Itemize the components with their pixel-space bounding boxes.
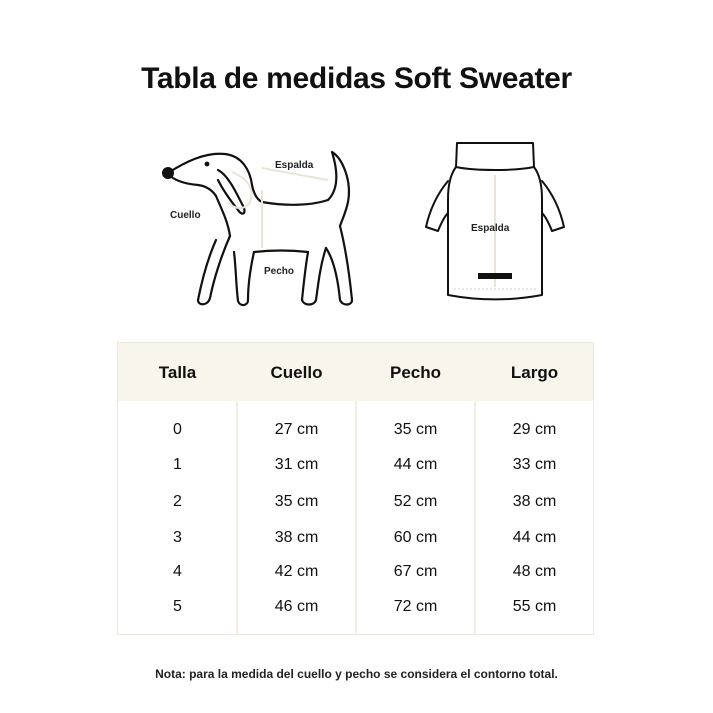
- cell-talla: 5: [173, 598, 182, 615]
- cell-cuello: 31 cm: [274, 456, 319, 473]
- cell-pecho: 52 cm: [393, 493, 438, 510]
- dog-label-espalda: Espalda: [275, 160, 314, 171]
- cell-cuello: 46 cm: [274, 598, 319, 615]
- cell-cuello: 35 cm: [274, 493, 319, 510]
- cell-largo: 55 cm: [512, 598, 557, 615]
- sweater-label-espalda: Espalda: [471, 223, 510, 234]
- dog-label-pecho: Pecho: [264, 266, 295, 277]
- cell-largo: 48 cm: [512, 563, 557, 580]
- cell-pecho: 67 cm: [393, 563, 438, 580]
- cell-largo: 33 cm: [512, 456, 557, 473]
- cell-largo: 44 cm: [512, 529, 557, 546]
- cell-cuello: 42 cm: [274, 563, 319, 580]
- dog-label-cuello: Cuello: [170, 210, 201, 221]
- header-talla: Talla: [158, 363, 197, 382]
- cell-pecho: 44 cm: [393, 456, 438, 473]
- footnote: Nota: para la medida del cuello y pecho se considera el contorno total.: [155, 667, 558, 681]
- cell-largo: 29 cm: [512, 421, 557, 438]
- header-cuello: Cuello: [270, 363, 323, 382]
- header-pecho: Pecho: [389, 363, 442, 382]
- cell-talla: 2: [173, 493, 182, 510]
- page-title: Tabla de medidas Soft Sweater: [141, 62, 572, 95]
- cell-pecho: 60 cm: [393, 529, 438, 546]
- cell-talla: 4: [173, 563, 182, 580]
- cell-cuello: 27 cm: [274, 421, 319, 438]
- cell-cuello: 38 cm: [274, 529, 319, 546]
- cell-talla: 0: [173, 421, 182, 438]
- cell-largo: 38 cm: [512, 493, 557, 510]
- cell-talla: 1: [173, 456, 182, 473]
- cell-pecho: 35 cm: [393, 421, 438, 438]
- cell-pecho: 72 cm: [393, 598, 438, 615]
- dog-outline-icon: [150, 140, 370, 320]
- cell-talla: 3: [173, 529, 182, 546]
- size-table: [117, 342, 594, 635]
- header-largo: Largo: [510, 363, 559, 382]
- dog-measurement-illustration: [150, 140, 370, 320]
- sweater-measurement-illustration: [410, 135, 580, 310]
